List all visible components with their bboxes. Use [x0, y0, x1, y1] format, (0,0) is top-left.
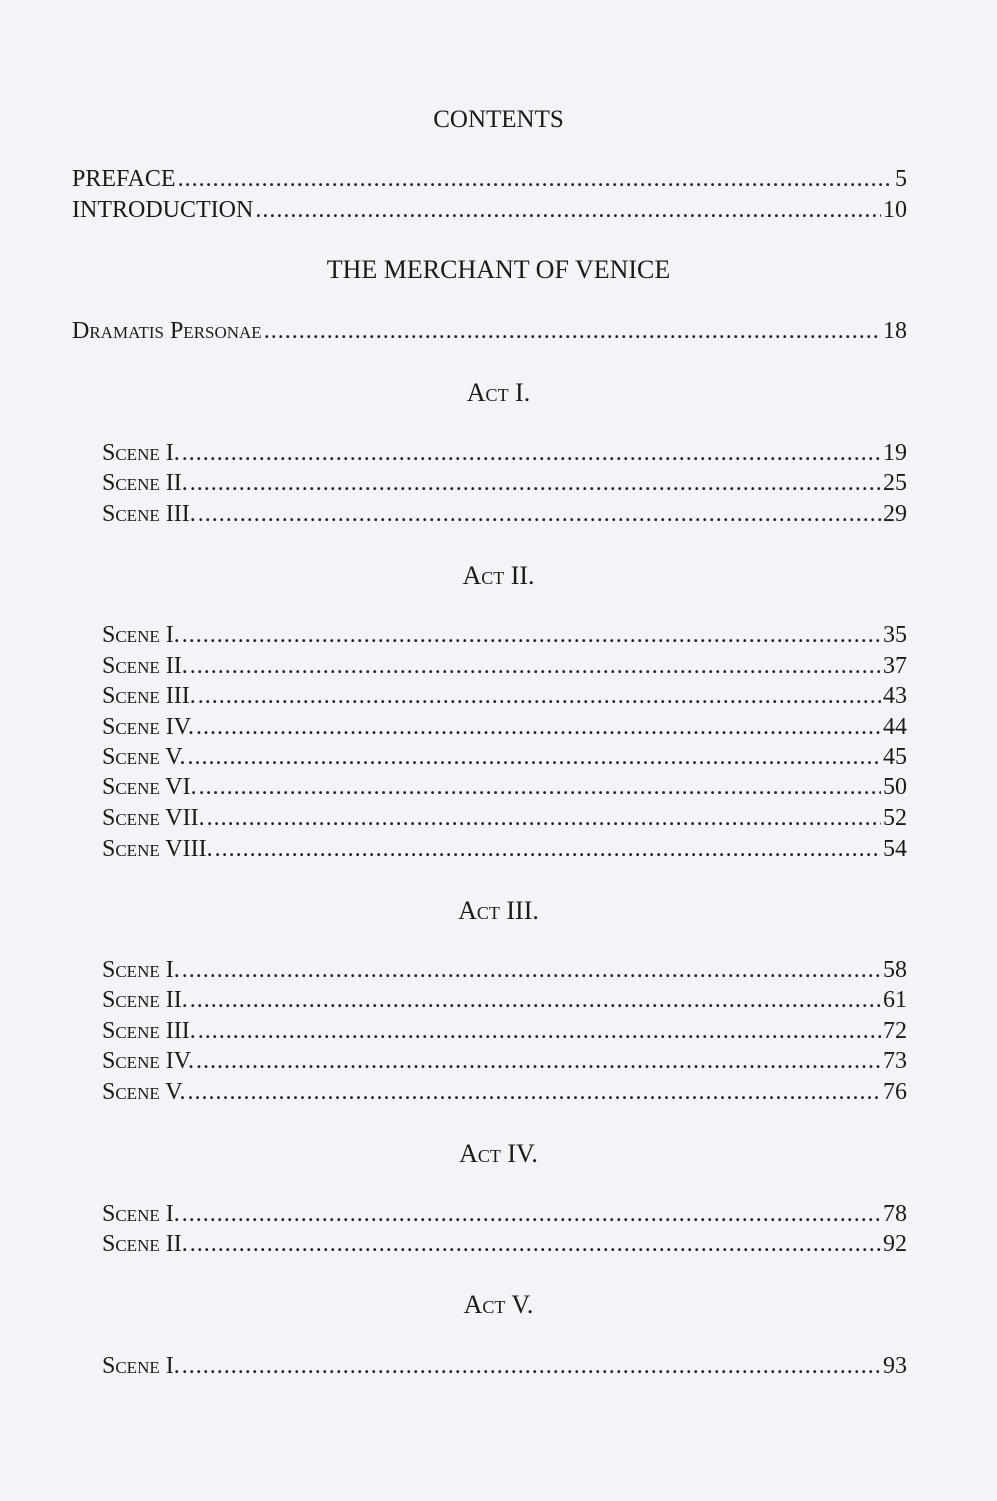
toc-entry-page: 61	[883, 987, 907, 1013]
toc-entry-page: 10	[883, 197, 907, 223]
dot-leader	[188, 742, 881, 772]
toc-entry-scene[interactable]	[102, 468, 907, 498]
dot-leader	[190, 1229, 881, 1259]
dot-leader	[255, 195, 881, 225]
toc-entry-label: Dramatis Personae	[72, 318, 262, 344]
toc-entry-page: 54	[883, 836, 907, 862]
toc-entry-scene[interactable]	[102, 955, 907, 985]
toc-entry-scene[interactable]	[102, 499, 907, 529]
dot-leader	[264, 316, 881, 346]
toc-entry-label: Scene III.	[102, 683, 196, 709]
toc-entry-scene[interactable]	[102, 651, 907, 681]
toc-entry-label: Scene IV.	[102, 1048, 194, 1074]
toc-entry-label: Scene I.	[102, 1353, 180, 1379]
toc-entry-page: 44	[883, 714, 907, 740]
toc-entry-label: Scene I.	[102, 440, 180, 466]
toc-entry-scene[interactable]	[102, 620, 907, 650]
toc-entry-label: Scene II.	[102, 1231, 188, 1257]
dot-leader	[188, 1077, 881, 1107]
toc-entry-page: 76	[883, 1079, 907, 1105]
toc-entry-page: 45	[883, 744, 907, 770]
toc-entry-label: Scene III.	[102, 501, 196, 527]
toc-entry-page: 35	[883, 622, 907, 648]
toc-entry-label: Scene V.	[102, 744, 186, 770]
toc-entry-page: 52	[883, 805, 907, 831]
toc-entry-scene[interactable]	[102, 742, 907, 772]
toc-entry-page: 73	[883, 1048, 907, 1074]
dot-leader	[182, 1351, 881, 1381]
toc-entry-label: Scene II.	[102, 653, 188, 679]
toc-entry-scene[interactable]	[102, 681, 907, 711]
toc-entry-scene[interactable]	[102, 985, 907, 1015]
toc-entry-label: Scene VIII.	[102, 836, 213, 862]
dot-leader	[199, 772, 881, 802]
act-heading: Act I.	[466, 378, 531, 407]
toc-entry-label: Scene VII.	[102, 805, 205, 831]
dot-leader	[182, 620, 881, 650]
toc-entry-scene[interactable]	[102, 1229, 907, 1259]
toc-entry-label: Scene II.	[102, 470, 188, 496]
toc-entry-label: PREFACE	[72, 166, 176, 192]
toc-entry-page: 93	[883, 1353, 907, 1379]
contents-title: CONTENTS	[433, 106, 564, 133]
act-heading: Act III.	[458, 896, 539, 925]
dot-leader	[190, 651, 881, 681]
toc-entry-page: 37	[883, 653, 907, 679]
dot-leader	[207, 803, 881, 833]
toc-entry-scene[interactable]	[102, 712, 907, 742]
toc-entry-scene[interactable]	[102, 1351, 907, 1381]
toc-entry-page: 58	[883, 957, 907, 983]
toc-entry-page: 18	[883, 318, 907, 344]
toc-entry-page: 72	[883, 1018, 907, 1044]
toc-entry-label: Scene I.	[102, 622, 180, 648]
toc-entry-label: Scene IV.	[102, 714, 194, 740]
dot-leader	[182, 1199, 881, 1229]
toc-entry-scene[interactable]	[102, 834, 907, 864]
dot-leader	[198, 1016, 881, 1046]
toc-entry-label: Scene V.	[102, 1079, 186, 1105]
dot-leader	[215, 834, 881, 864]
toc-entry-label: Scene I.	[102, 957, 180, 983]
act-heading: Act II.	[462, 561, 535, 590]
toc-entry-scene[interactable]	[102, 803, 907, 833]
dot-leader	[198, 499, 881, 529]
toc-entry-scene[interactable]	[102, 1199, 907, 1229]
toc-entry-page: 43	[883, 683, 907, 709]
toc-entry-page: 25	[883, 470, 907, 496]
toc-entry-label: Scene III.	[102, 1018, 196, 1044]
dot-leader	[196, 712, 881, 742]
toc-entry-dramatis-personae[interactable]	[72, 316, 907, 346]
toc-entry-introduction[interactable]	[72, 195, 907, 225]
toc-entry-label: Scene II.	[102, 987, 188, 1013]
toc-entry-scene[interactable]	[102, 1046, 907, 1076]
dot-leader	[190, 468, 881, 498]
dot-leader	[196, 1046, 881, 1076]
toc-entry-page: 29	[883, 501, 907, 527]
dot-leader	[182, 438, 881, 468]
toc-entry-preface[interactable]	[72, 164, 907, 194]
dot-leader	[198, 681, 881, 711]
dot-leader	[190, 985, 881, 1015]
act-heading: Act IV.	[459, 1139, 538, 1168]
toc-entry-scene[interactable]	[102, 1016, 907, 1046]
toc-entry-page: 50	[883, 774, 907, 800]
toc-entry-page: 92	[883, 1231, 907, 1257]
toc-entry-scene[interactable]	[102, 772, 907, 802]
toc-entry-scene[interactable]	[102, 438, 907, 468]
toc-entry-page: 19	[883, 440, 907, 466]
play-title: THE MERCHANT OF VENICE	[326, 255, 671, 284]
toc-entry-scene[interactable]	[102, 1077, 907, 1107]
dot-leader	[182, 955, 881, 985]
toc-entry-label: Scene VI.	[102, 774, 197, 800]
act-heading: Act V.	[463, 1290, 534, 1319]
dot-leader	[178, 164, 893, 194]
toc-entry-label: Scene I.	[102, 1201, 180, 1227]
toc-entry-page: 78	[883, 1201, 907, 1227]
toc-entry-page: 5	[895, 166, 907, 192]
toc-entry-label: INTRODUCTION	[72, 197, 254, 223]
